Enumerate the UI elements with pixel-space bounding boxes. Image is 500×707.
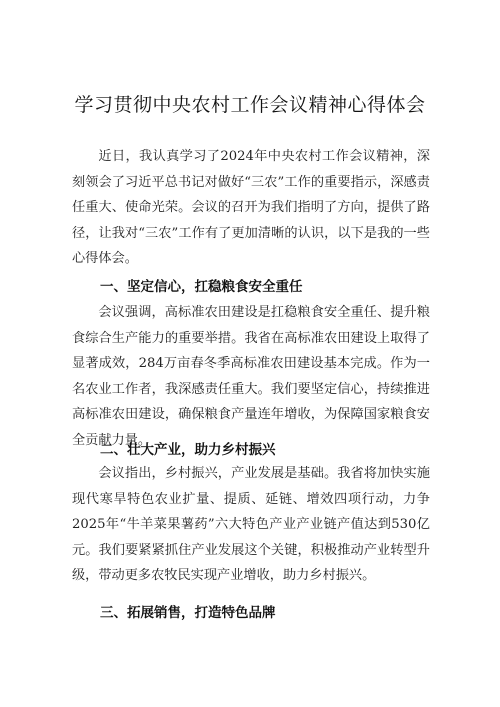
section-paragraph-2: 会议指出，乡村振兴，产业发展是基础。我省将加快实施现代寒旱特色农业扩量、提质、延链、增效四项行动，力争2025年“牛羊菜果薯药”六大特色产业产业链产值达到530亿元。我们要紧紧抓住产业发展这个关键，积极推动产业转型升级，带动更多农牧民实现产业增收，助力乡村振兴。 <box>72 466 430 583</box>
section-heading-3: 三、拓展销售，打造特色品牌 <box>100 605 276 621</box>
document-title: 学习贯彻中央农村工作会议精神心得体会 <box>74 94 426 116</box>
intro-paragraph: 近日，我认真学习了2024年中央农村工作会议精神，深刻领会了习近平总书记对做好“三农”工作的重要指示，深感责任重大、使命光荣。会议的召开为我们指明了方向，提供了路径，让我对“三农”工作有了更加清晰的认识，以下是我的一些心得体会。 <box>72 149 430 266</box>
section-heading-1: 一、坚定信心，扛稳粮食安全重任 <box>100 279 303 295</box>
section-heading-2: 二、壮大产业，助力乡村振兴 <box>100 442 276 458</box>
section-paragraph-1: 会议强调，高标准农田建设是扛稳粮食安全重任、提升粮食综合生产能力的重要举措。我省在高标准农田建设上取得了显著成效，284万亩春冬季高标准农田建设基本完成。作为一名农业工作者，我深感责任重大。我们要坚定信心，持续推进高标准农田建设，确保粮食产量连年增收，为保障国家粮食安全贡献力量。 <box>72 305 430 448</box>
